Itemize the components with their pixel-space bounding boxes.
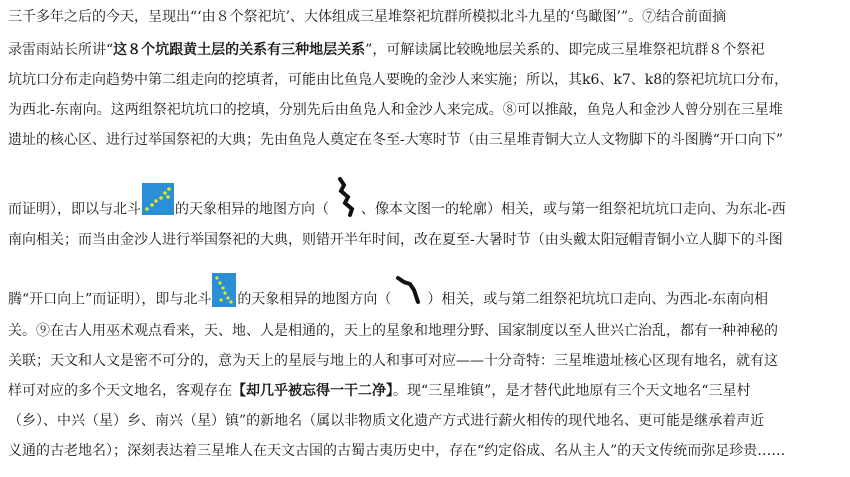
text-span: ）相关，或与第二组祭祀坑坑口走向、为西北-东南向相 [427,291,769,308]
paragraph-line-5 [8,131,846,149]
text-span: 三千多年之后的今天，呈现出“‘由８个祭祀坑’、大体组成三星堆祭祀坑群所模拟北斗九星的‘鸟瞰图’”。⑦结合前面摘 [8,9,727,25]
text-span: 样可对应的多个天文地名，客观存在 [8,383,232,399]
text-span: 关。⑨在古人用巫术观点看来，天、地、人是相通的，天上的星象和地理分野、国家制度以至人世兴亡治乱，都有一种神秘的 [8,323,778,339]
big-dipper-star-map-icon [212,273,236,316]
text-span: 腾“开口向上”而证明），即与北斗 [8,291,212,308]
bold-quote: 这８个坑跟黄土层的关系有三种地层关系 [113,42,366,58]
paragraph-line-2 [8,41,846,59]
text-span: 而证明），即以与北斗 [8,201,141,218]
paragraph-line-13 [8,442,846,460]
paragraph-line-9 [8,322,846,340]
paragraph-line-8 [8,270,846,316]
paragraph-line-10 [8,352,846,370]
text-span: 的天象相异的地图方向（ [237,291,392,308]
text-span: （乡）、中兴（星）乡、南兴（星）镇”的新地名（属以非物质文化遗产方式进行薪火相传的现代地名、更可能是继承着声近 [8,413,765,429]
paragraph-line-7 [8,231,846,249]
paragraph-line-11 [8,382,846,400]
paragraph-line-4 [8,101,846,119]
text-span: 南向相关；而当由金沙人进行举国祭祀的大典，则错开半年时间，改在夏至-大暑时节（由头戴太阳冠帽青铜小立人脚下的斗图 [8,232,783,248]
text-span: 。现“三星堆镇”，是才替代此地原有三个天文地名“三星村 [393,383,751,399]
big-dipper-star-map-icon [142,183,174,225]
paragraph-line-3 [8,71,846,89]
map-outline-shape-2 [392,270,426,316]
paragraph-line-1 [8,8,846,26]
map-outline-shape-1 [330,175,360,225]
text-span: 义通的古老地名）；深刻表达着三星堆人在天文古国的古蜀古夷历史中，存在“约定俗成、名从主人”的天文传统而弥足珍贵…… [8,443,786,459]
text-span: 遗址的核心区、进行过举国祭祀的大典；先由鱼凫人奠定在冬至-大寒时节（由三星堆青铜大立人文物脚下的斗图腾“开口向下” [8,132,784,148]
paragraph-line-6 [8,175,846,225]
text-span: 为西北-东南向。这两组祭祀坑坑口的挖填，分别先后由鱼凫人和金沙人来完成。⑧可以推敲，鱼凫人和金沙人曾分别在三星堆 [8,102,783,118]
text-span: ”，可解读属比较晚地层关系的、即完成三星堆祭祀坑群８个祭祀 [365,42,765,58]
text-span: 的天象相异的地图方向（ [175,201,329,218]
text-span: 、像本文图一的轮廓）相关，或与第一组祭祀坑坑口走向、为东北-西 [361,201,786,218]
bold-bracket-text: 【却几乎被忘得一干二净】 [232,383,393,399]
text-span: 录雷雨站长所讲“ [8,42,114,58]
text-span: 关联；天文和人文是密不可分的，意为天上的星辰与地上的人和事可对应——十分奇特：三星堆遗址核心区现有地名，就有这 [8,353,778,369]
paragraph-line-12 [8,412,846,430]
text-span: 坑坑口分布走向趋势中第二组走向的挖填者，可能由比鱼凫人要晚的金沙人来实施；所以，其k6、k7、k8的祭祀坑坑口分布， [8,72,789,88]
